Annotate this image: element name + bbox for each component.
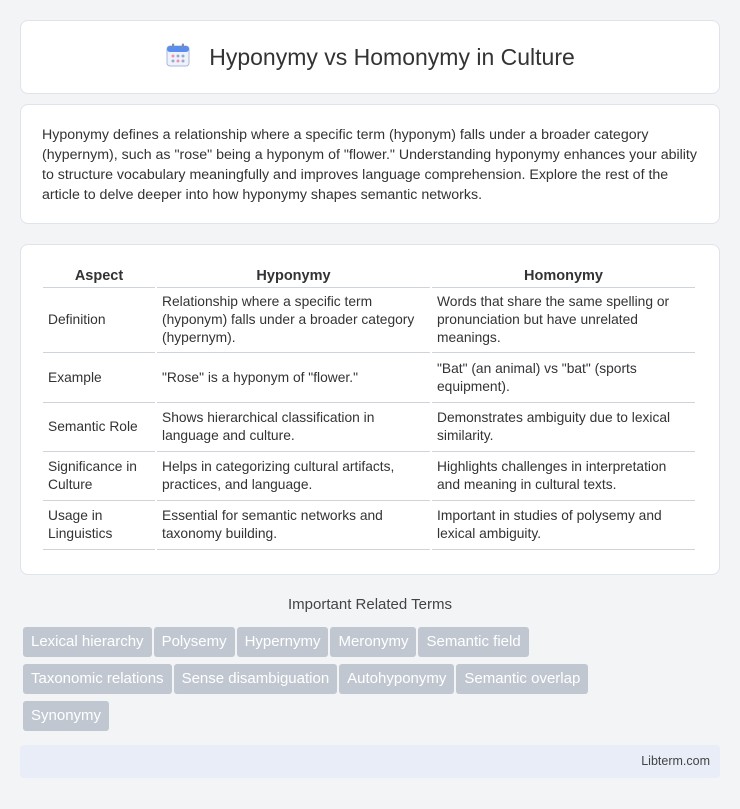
table-row [43,501,695,550]
related-term-tag[interactable]: Semantic field [418,627,528,657]
cell-homonymy: Highlights challenges in interpretation and meaning in cultural texts. [432,452,695,501]
comparison-table [41,264,697,550]
footer [20,745,720,778]
cell-hyponymy: Helps in categorizing cultural artifacts, practices, and language. [157,452,430,501]
footer-site-link[interactable]: Libterm.com [641,754,710,768]
cell-hyponymy: Relationship where a specific term (hyponym) falls under a broader category (hypernym). [157,288,430,353]
calendar-icon [165,42,191,73]
cell-homonymy: Words that share the same spelling or pronunciation but have unrelated meanings. [432,288,695,353]
comparison-table-card [20,244,720,575]
related-term-tag[interactable]: Semantic overlap [456,664,588,694]
title-wrap [165,42,575,73]
related-term-tag[interactable]: Synonymy [23,701,109,731]
cell-homonymy: "Bat" (an animal) vs "bat" (sports equipment). [432,353,695,403]
header-aspect: Aspect [43,264,155,288]
related-term-tag[interactable]: Hypernymy [237,627,329,657]
related-term-tag[interactable]: Polysemy [154,627,235,657]
cell-homonymy: Important in studies of polysemy and lexical ambiguity. [432,501,695,550]
page-title: Hyponymy vs Homonymy in Culture [209,43,575,70]
table-header-row [43,264,695,288]
related-term-tag[interactable]: Taxonomic relations [23,664,172,694]
cell-aspect: Significance in Culture [43,452,155,501]
table-row [43,353,695,403]
cell-homonymy: Demonstrates ambiguity due to lexical similarity. [432,403,695,452]
intro-paragraph: Hyponymy defines a relationship where a specific term (hyponym) falls under a broader category (hypernym), such as "rose" being a hyponym of "flower." Understanding hyponymy enhances your ability to structure vocabulary meaningfully and improves language comprehension. Explore the rest of the article to delve deeper into how hyponymy shapes semantic networks. [42,127,697,203]
related-term-tag[interactable]: Sense disambiguation [174,664,338,694]
header-hyponymy: Hyponymy [157,264,430,288]
related-term-tag[interactable]: Meronymy [330,627,416,657]
cell-aspect: Example [43,353,155,403]
header-card [20,20,720,94]
related-term-tag[interactable]: Lexical hierarchy [23,627,152,657]
related-terms-title: Important Related Terms [288,596,452,613]
table-row [43,288,695,353]
related-term-tag[interactable]: Autohyponymy [339,664,454,694]
table-row [43,403,695,452]
cell-aspect: Definition [43,288,155,353]
header-homonymy: Homonymy [432,264,695,288]
cell-hyponymy: "Rose" is a hyponym of "flower." [157,353,430,403]
cell-hyponymy: Shows hierarchical classification in language and culture. [157,403,430,452]
cell-hyponymy: Essential for semantic networks and taxonomy building. [157,501,430,550]
cell-aspect: Semantic Role [43,403,155,452]
related-terms-list [23,627,723,738]
table-row [43,452,695,501]
intro-card [20,104,720,224]
cell-aspect: Usage in Linguistics [43,501,155,550]
